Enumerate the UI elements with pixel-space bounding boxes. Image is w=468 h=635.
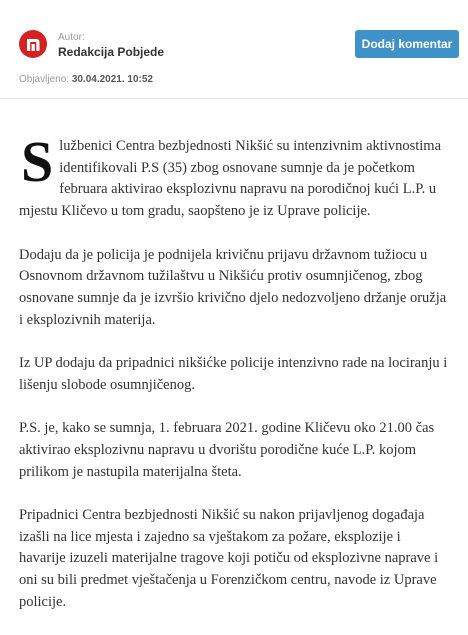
published-label: Objavljeno:	[19, 74, 70, 85]
logo-glyph-icon	[19, 30, 47, 58]
article-header	[0, 0, 468, 99]
author-name-link[interactable]: Redakcija Pobjede	[58, 45, 165, 59]
author-label: Autor:	[58, 32, 85, 43]
article-paragraph-4: P.S. je, kako se sumnja, 1. februara 2021. godine Kličevu oko 21.00 čas aktivirao eksplozivnu napravu u dvorištu porodične kuće L.P. kojom prilikom je nastupila materijalna šteta.	[19, 420, 435, 480]
published-info	[19, 74, 153, 86]
article-paragraph-2: Dodaju da je policija je podnijela krivičnu prijavu državnom tužiocu u Osnovnom državnom tužilaštvu u Nikšiću protiv osumnjičenog, zbog osnovane sumnje da je izvršio krivično djelo nedozvoljeno držanje oružja i eksplozivnih materija.	[19, 246, 447, 328]
article-paragraph-5: Pripadnici Centra bezbjednosti Nikšić su nakon prijavljenog događaja izašli na lice mjesta i zajedno sa vještakom za požare, eksplozije i havarije izuzeli materijalne tragove koji potiču od eksplozivne naprave i oni su bili predmet vještačenja u Forenzičkom centru, navode iz Uprave policije.	[19, 506, 439, 610]
published-date: 30.04.2021. 10:52	[71, 74, 153, 85]
paragraph-text: lužbenici Centra bezbjednosti Nikšić su intenzivnim aktivnostima identifikovali P.S (35) zbog osnovane sumnje da je početkom februara aktivirao eksplozivnu napravu na porodičnoj kući L.P. u mjestu Kličevo u tom gradu, saopšteno je iz Uprave policije.	[19, 138, 442, 220]
article-paragraph-1	[19, 129, 449, 223]
pobjeda-logo-icon[interactable]	[19, 30, 47, 58]
author-block	[58, 32, 164, 60]
add-comment-button[interactable]: Dodaj komentar	[355, 30, 459, 58]
article-body	[19, 129, 449, 635]
drop-cap: S	[21, 129, 54, 194]
article-paragraph-3: Iz UP dodaju da pripadnici nikšićke policije intenzivno rade na lociranju i lišenju slobode osumnjičenog.	[19, 355, 448, 393]
